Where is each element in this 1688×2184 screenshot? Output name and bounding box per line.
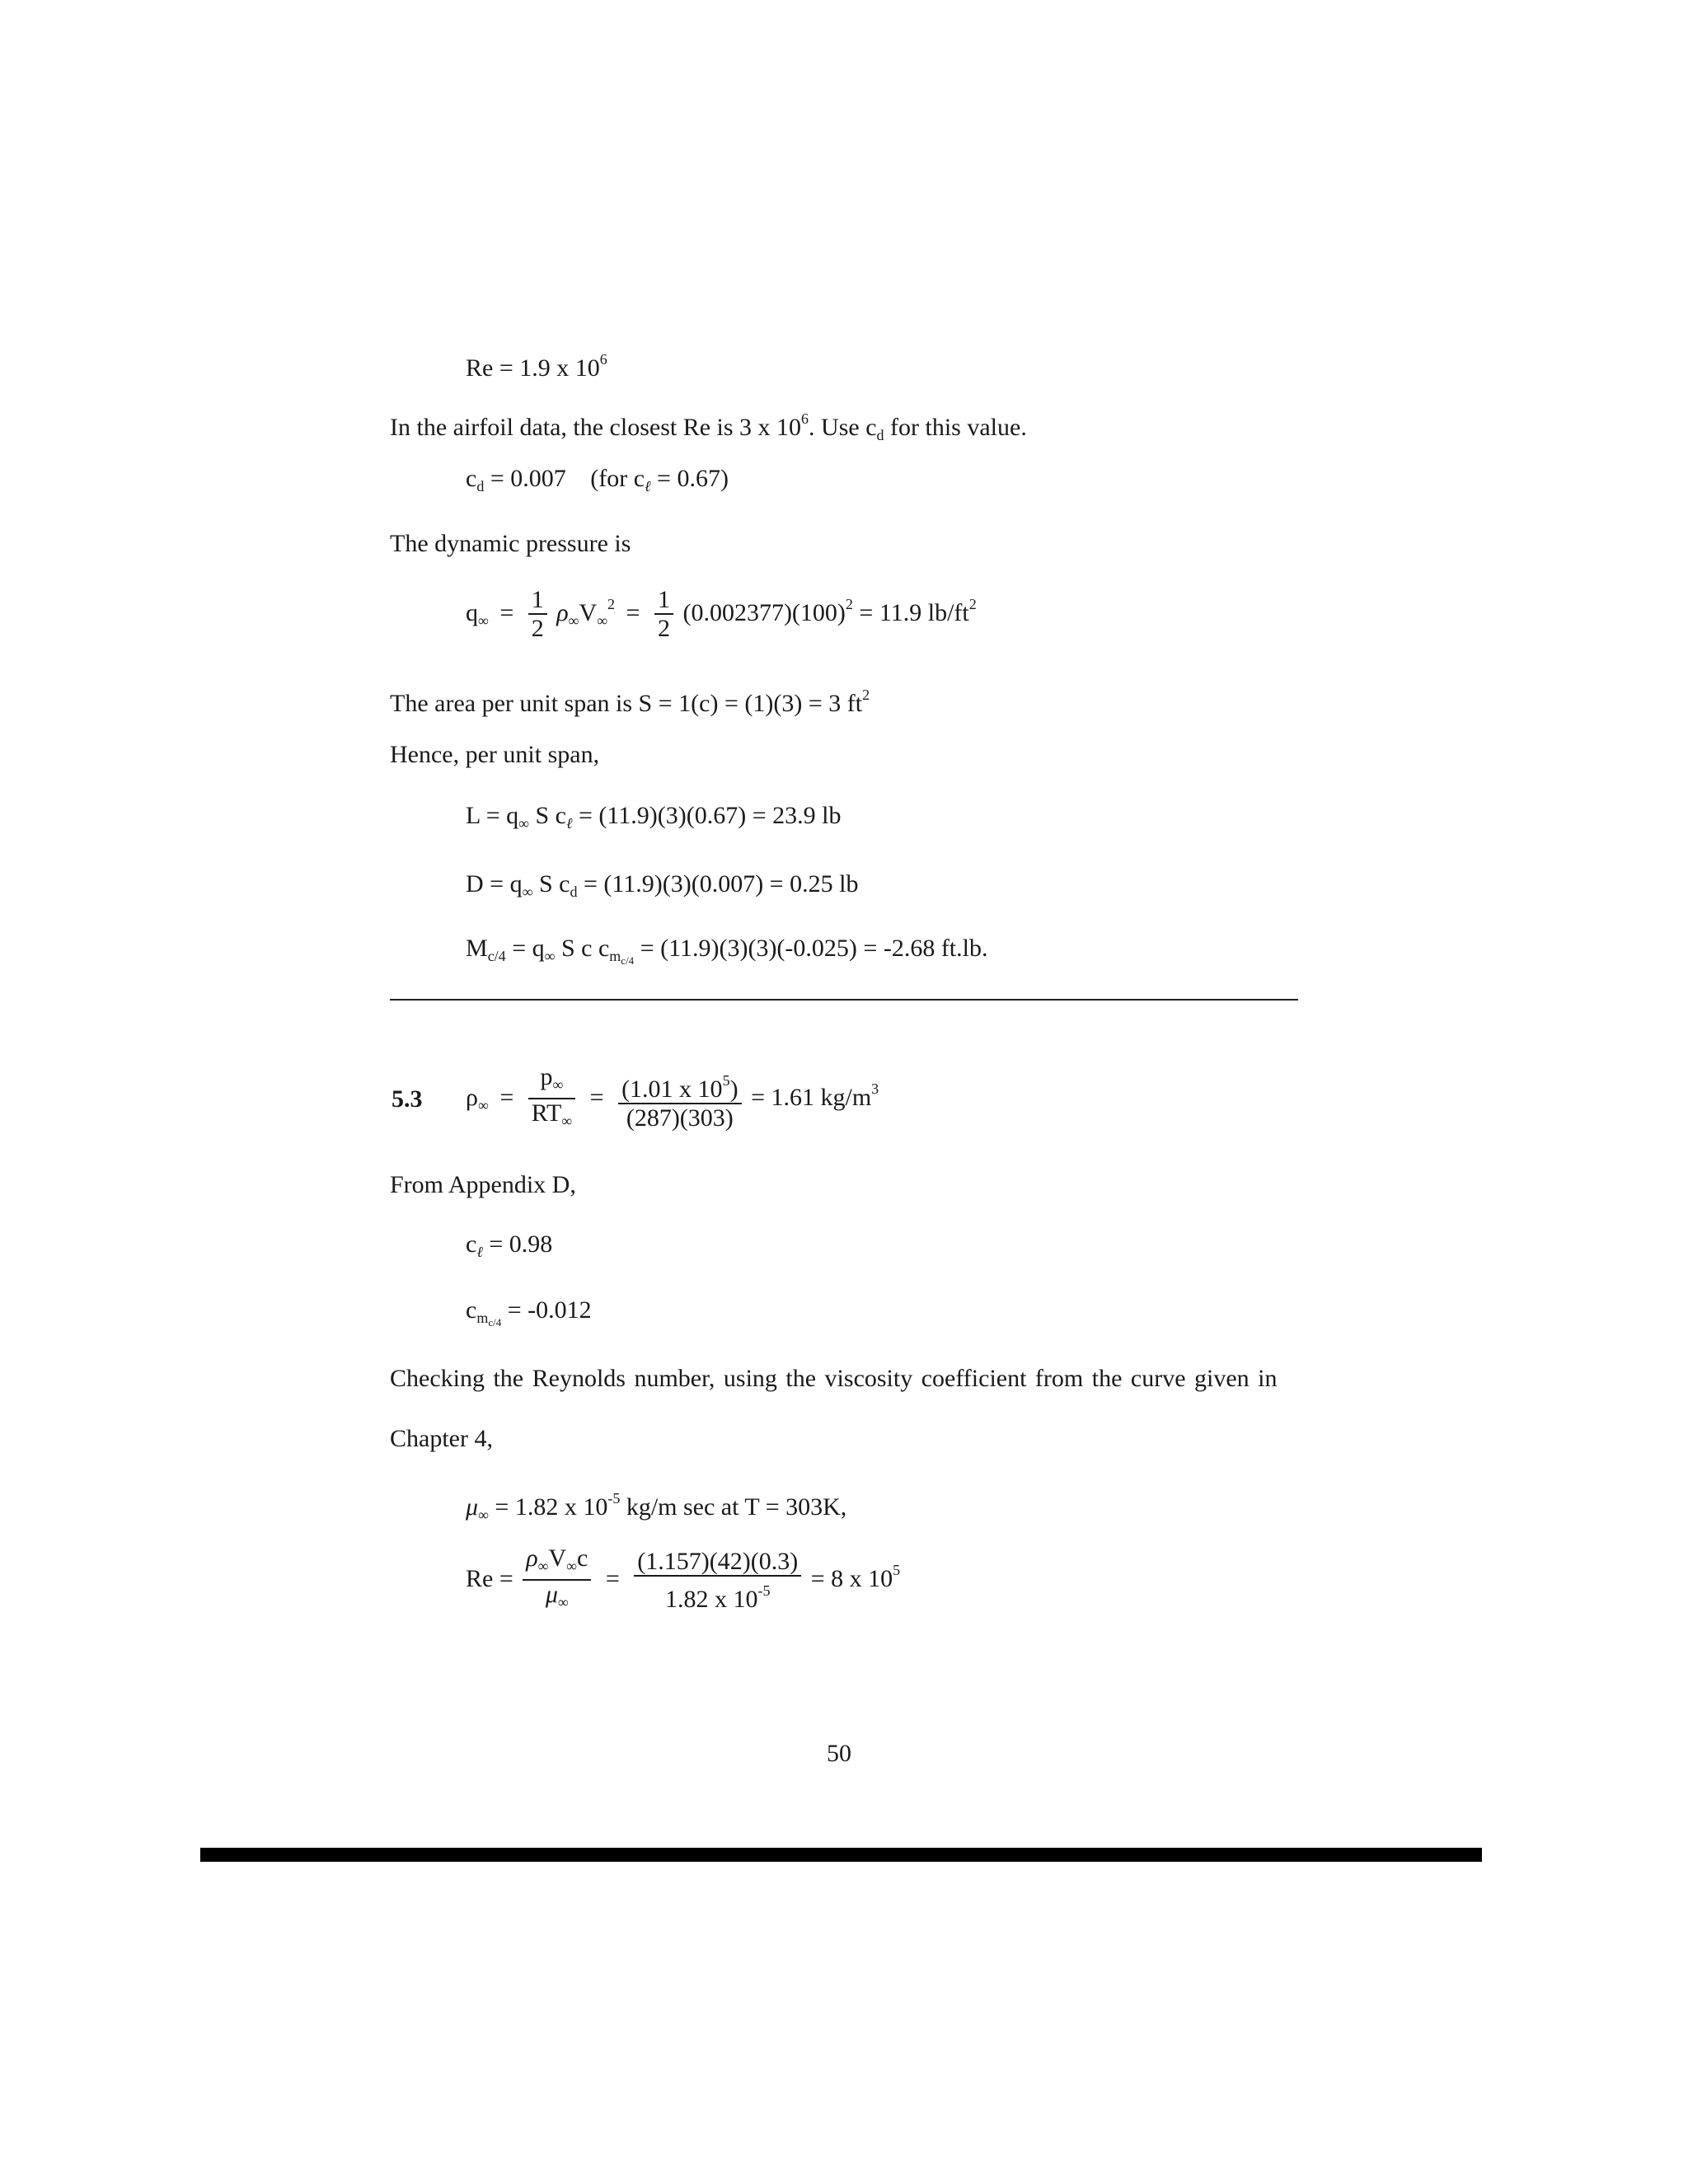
- subscript: m: [476, 1310, 489, 1326]
- denominator: 2: [654, 613, 673, 643]
- numerator: [528, 1064, 575, 1098]
- re-symbol: Re: [466, 354, 494, 382]
- equals: =: [589, 1083, 604, 1111]
- re-symbol: Re =: [466, 1564, 513, 1592]
- eq-part: = (11.9)(3)(3)(-0.025) = -2.68 ft.lb.: [634, 935, 988, 962]
- subscript: ℓ: [476, 1244, 483, 1260]
- equals: =: [605, 1564, 620, 1592]
- subscript: ∞: [557, 1594, 569, 1610]
- fraction-rho-v-c-over-mu: [523, 1545, 591, 1616]
- subscript: d: [570, 883, 578, 900]
- re-result: = 8 x 10: [810, 1564, 893, 1592]
- den-part: 1.82 x 10: [664, 1585, 758, 1613]
- subscript: c/4: [621, 954, 635, 967]
- mu-symbol: μ: [545, 1581, 558, 1608]
- rt-symbol: RT: [531, 1099, 562, 1127]
- v-symbol: V: [548, 1544, 567, 1572]
- subscript: d: [876, 427, 884, 443]
- v-symbol: V: [579, 598, 598, 626]
- rho-symbol: ρ: [556, 598, 569, 626]
- q-rhs: (0.002377)(100): [682, 598, 846, 626]
- fraction-half: [654, 587, 673, 643]
- re-value-line: [466, 344, 607, 383]
- subscript: ∞: [561, 1113, 573, 1129]
- c-symbol: c: [577, 1544, 588, 1572]
- cl-value-line: [466, 1230, 552, 1267]
- num-part: ): [729, 1075, 738, 1103]
- eq-part: M: [466, 935, 488, 962]
- p-symbol: p: [540, 1063, 553, 1090]
- dynamic-pressure-sentence: The dynamic pressure is: [390, 530, 631, 557]
- q-result: = 11.9 lb/ft: [852, 598, 969, 626]
- sentence-part: for this value.: [884, 414, 1027, 441]
- eq-part: = q: [505, 935, 545, 962]
- problem-label: 5.3: [392, 1085, 423, 1113]
- superscript: 2: [968, 595, 977, 612]
- numerator: 1: [531, 586, 544, 613]
- eq-part: S c: [528, 802, 566, 829]
- denominator: [528, 1098, 575, 1135]
- superscript: -5: [757, 1582, 771, 1599]
- fraction-values: [634, 1549, 801, 1614]
- density-result: = 1.61 kg/m: [751, 1083, 872, 1111]
- superscript: 5: [722, 1071, 730, 1089]
- eq-part: L = q: [466, 802, 519, 829]
- fraction-p-over-rt: [528, 1064, 575, 1135]
- subscript: ∞: [568, 612, 579, 629]
- equals: =: [499, 598, 514, 626]
- mu-units: kg/m sec at T = 303K,: [620, 1493, 847, 1521]
- sentence-part: . Use c: [809, 414, 877, 441]
- mu-value: = 1.82 x 10: [488, 1493, 608, 1521]
- drag-equation: [466, 869, 858, 907]
- exponent: 6: [801, 410, 809, 427]
- airfoil-data-sentence: [390, 404, 1027, 450]
- superscript: 2: [607, 595, 616, 612]
- sentence-part: The area per unit span is S = 1(c) = (1)(3) = 3 ft: [390, 690, 863, 717]
- subscript: ∞: [597, 612, 608, 629]
- equals: =: [499, 354, 513, 382]
- denominator: (287)(303): [618, 1103, 742, 1132]
- subscript: ∞: [552, 1076, 564, 1093]
- density-equation: [466, 1064, 879, 1135]
- eq-part: S c: [532, 870, 570, 898]
- q-symbol: q: [466, 598, 478, 626]
- moment-equation: [466, 934, 987, 976]
- mu-symbol: μ: [466, 1493, 479, 1521]
- rho-symbol: ρ: [526, 1544, 538, 1572]
- note: (for c: [590, 465, 645, 492]
- subscript: ∞: [537, 1558, 549, 1574]
- superscript: 5: [893, 1561, 901, 1578]
- re-mantissa: 1.9 x 10: [519, 354, 600, 382]
- numerator: 1: [657, 586, 670, 613]
- subscript: ∞: [566, 1558, 578, 1574]
- subscript: ∞: [477, 1096, 489, 1113]
- sentence-part: In the airfoil data, the closest Re is 3 x 10: [390, 414, 802, 441]
- fraction-values: [618, 1067, 742, 1132]
- fraction-half: [528, 587, 547, 643]
- subscript: ∞: [518, 815, 529, 832]
- chapter-sentence: Chapter 4,: [390, 1425, 493, 1452]
- cm-symbol: c: [466, 1296, 477, 1324]
- viscosity-line: [466, 1483, 846, 1530]
- num-part: (1.01 x 10: [621, 1075, 723, 1103]
- equals: =: [499, 1083, 514, 1111]
- equals: =: [626, 598, 640, 626]
- subscript: ∞: [522, 883, 533, 900]
- denominator: [523, 1579, 591, 1616]
- superscript: -5: [607, 1490, 621, 1507]
- numerator: [523, 1545, 591, 1579]
- section-divider: [390, 999, 1298, 1001]
- subscript: ℓ: [645, 478, 651, 494]
- subscript: m: [609, 948, 621, 964]
- subscript: ∞: [544, 948, 556, 964]
- cl-symbol: c: [466, 1230, 477, 1258]
- rho-symbol: ρ: [466, 1083, 478, 1111]
- eq-part: = (11.9)(3)(0.007) = 0.25 lb: [577, 870, 859, 898]
- eq-part: S c c: [555, 935, 610, 962]
- area-sentence: [390, 680, 870, 719]
- superscript: 3: [871, 1080, 879, 1097]
- numerator: [618, 1067, 742, 1103]
- dynamic-pressure-equation: [466, 587, 977, 643]
- checking-sentence: Checking the Reynolds number, using the viscosity coefficient from the curve given in: [390, 1365, 1278, 1392]
- cl-value: = 0.98: [482, 1230, 553, 1258]
- cd-symbol: c: [466, 465, 477, 492]
- subscript: ∞: [478, 612, 489, 629]
- denominator: [634, 1575, 801, 1614]
- subscript: d: [476, 478, 485, 494]
- appendix-sentence: From Appendix D,: [390, 1171, 576, 1198]
- numerator: (1.157)(42)(0.3): [637, 1547, 799, 1575]
- denominator: 2: [528, 613, 547, 643]
- superscript: 2: [845, 595, 853, 612]
- page-footer-bar: [200, 1848, 1482, 1862]
- eq-part: D = q: [466, 870, 523, 898]
- note: = 0.67): [650, 465, 729, 492]
- cm-value-line: [466, 1296, 592, 1338]
- reynolds-equation: [466, 1545, 900, 1616]
- subscript: ∞: [478, 1507, 489, 1523]
- subscript: c/4: [487, 948, 506, 964]
- page-number: 50: [827, 1740, 851, 1767]
- cd-value-line: [466, 464, 729, 501]
- re-exponent: 6: [599, 351, 607, 368]
- subscript: c/4: [488, 1316, 502, 1329]
- lift-equation: [466, 801, 842, 838]
- cd-value: = 0.007: [490, 465, 566, 492]
- eq-part: = (11.9)(3)(0.67) = 23.9 lb: [572, 802, 842, 829]
- superscript: 2: [862, 687, 870, 703]
- hence-sentence: Hence, per unit span,: [390, 741, 600, 768]
- cm-value: = -0.012: [501, 1296, 592, 1324]
- subscript: ℓ: [565, 815, 573, 832]
